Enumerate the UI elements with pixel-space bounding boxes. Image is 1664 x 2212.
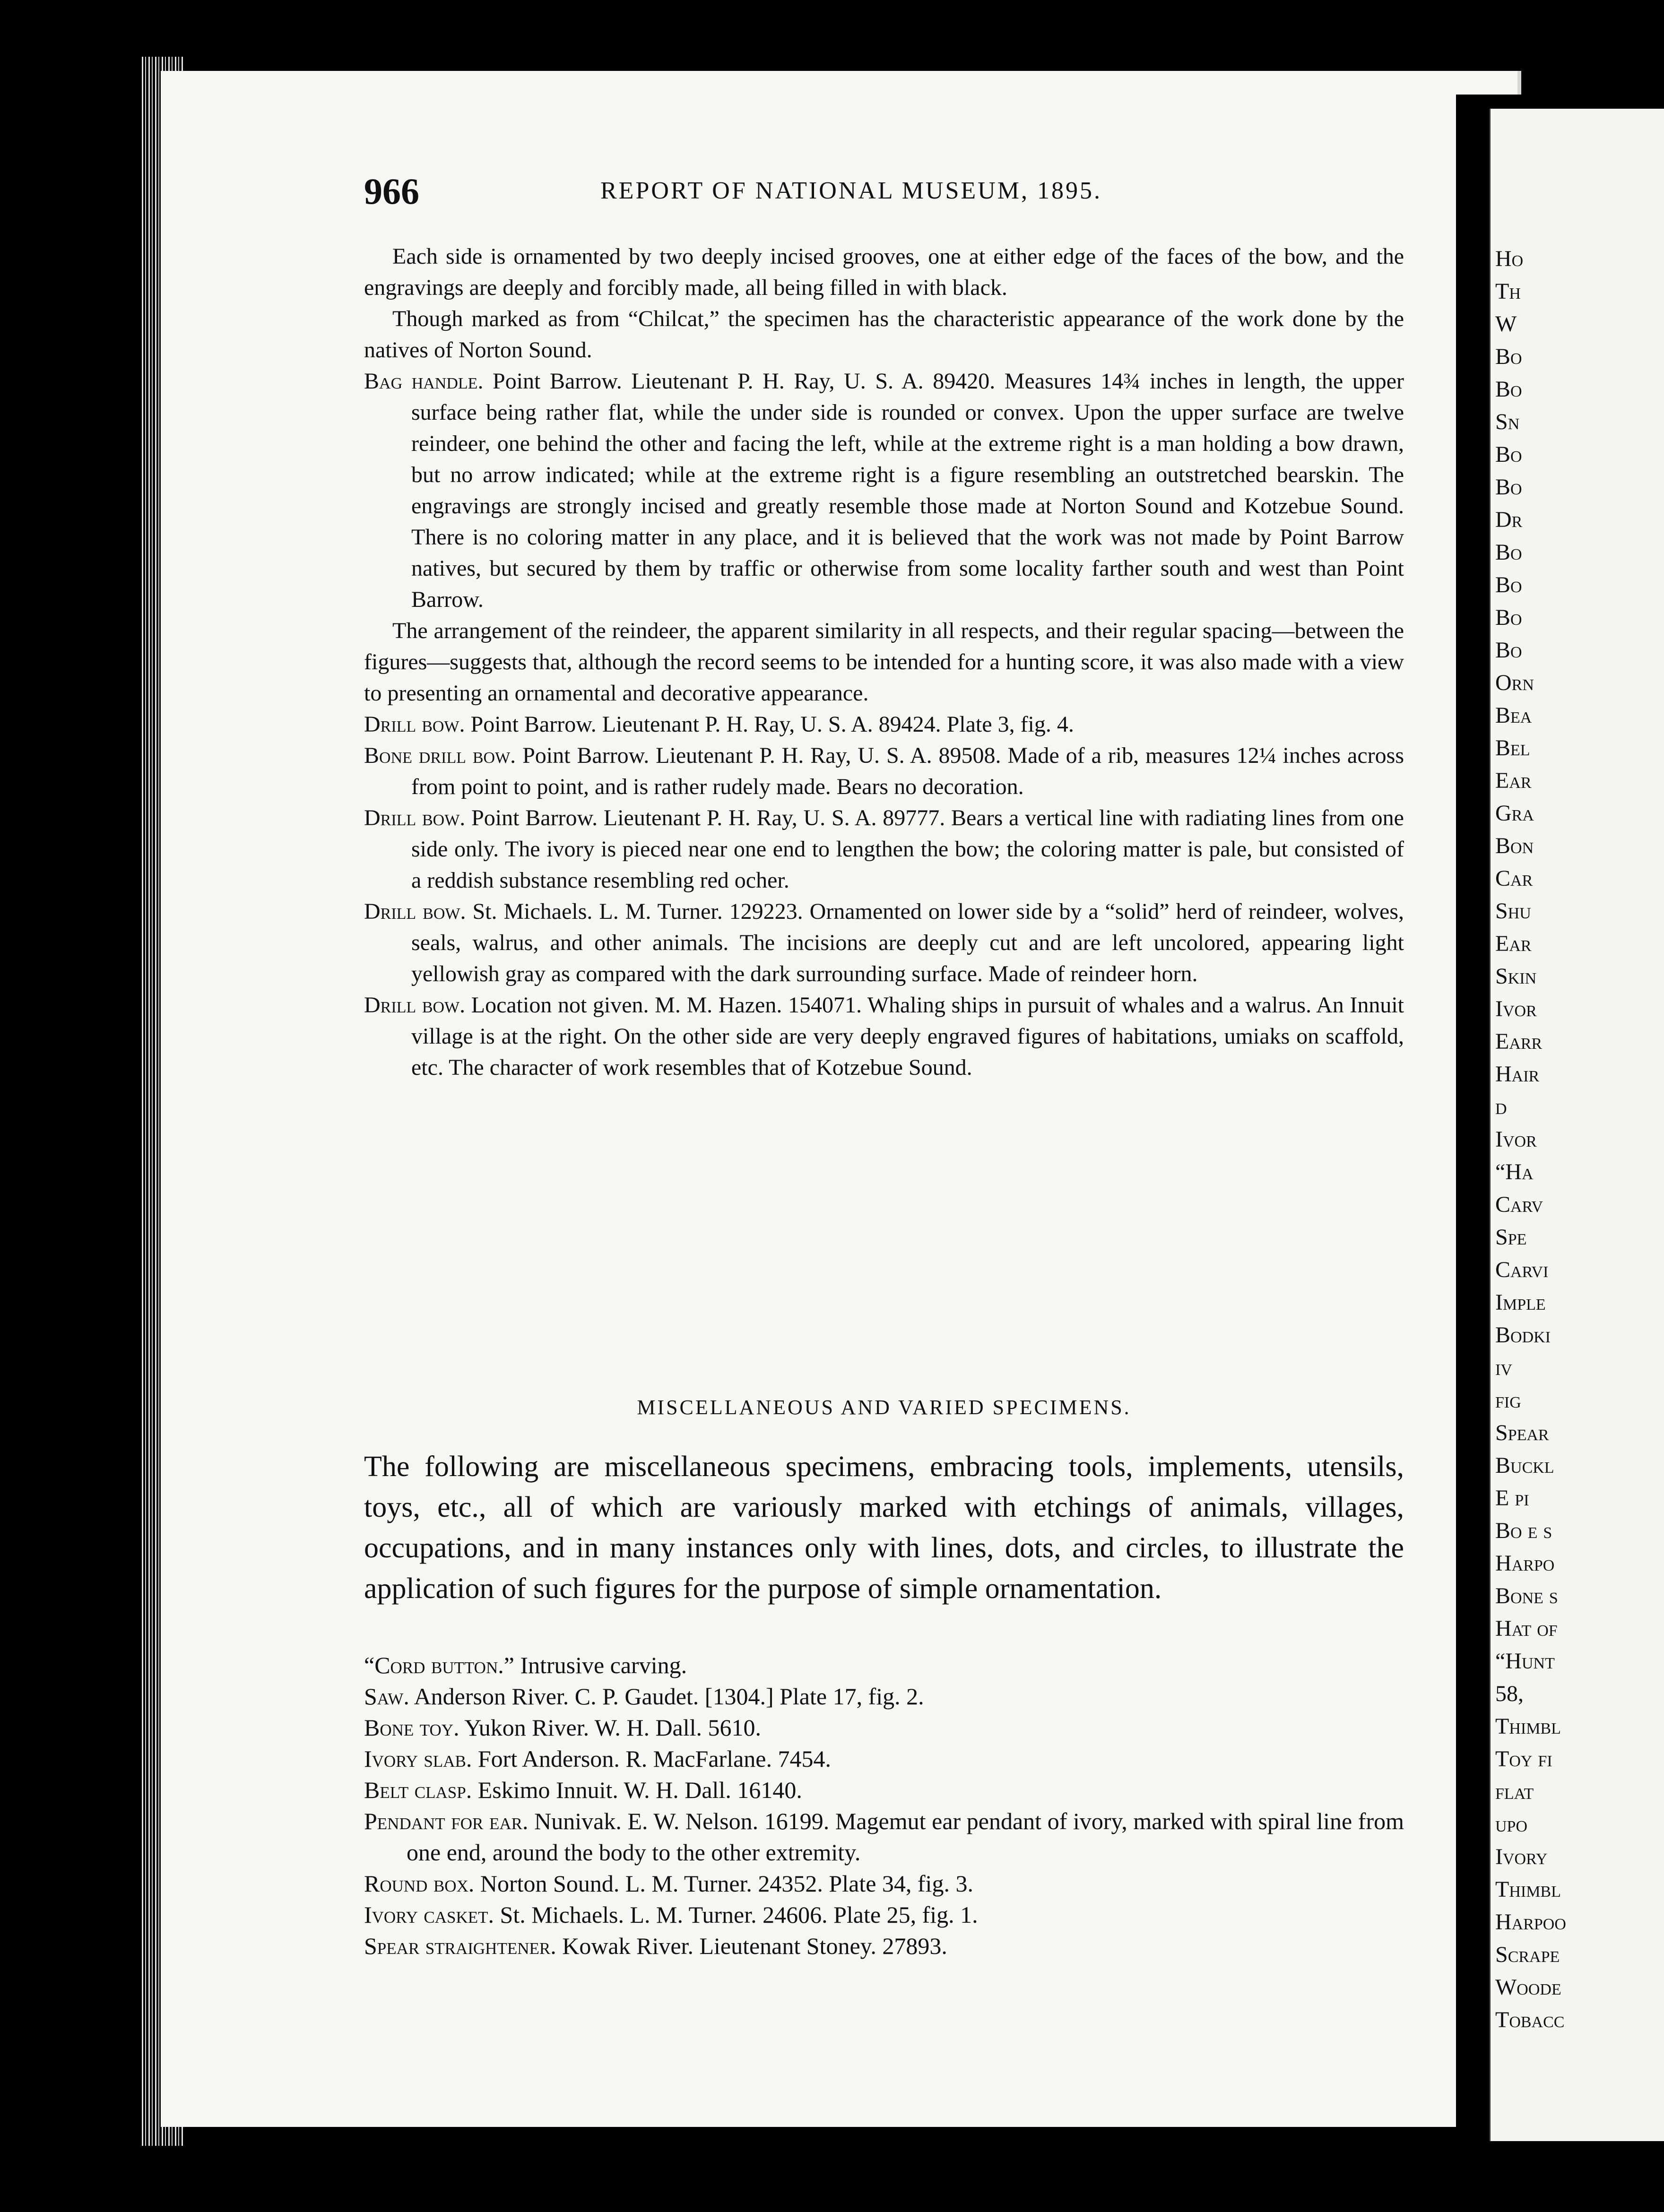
entry-head: Drill bow. <box>364 993 466 1018</box>
facing-page-fragment: Bo <box>1495 475 1522 500</box>
entry-head: Bag handle. <box>364 369 484 394</box>
facing-page-fragment: Bone s <box>1495 1583 1558 1608</box>
facing-page-fragment: d <box>1495 1094 1507 1119</box>
facing-page-fragment: Bea <box>1495 703 1532 728</box>
item-text: Anderson River. C. P. Gaudet. [1304.] Plate 17, fig. 2. <box>409 1683 924 1710</box>
facing-page-fragment: Harpoo <box>1495 1910 1566 1935</box>
entry-drill-bow <box>364 803 1404 896</box>
facing-page-fragment: Woode <box>1495 1975 1561 2000</box>
facing-page <box>1489 109 1664 2141</box>
facing-page-fragment: Spear <box>1495 1420 1549 1445</box>
facing-page-fragment: Car <box>1495 866 1533 891</box>
facing-page-fragment: E pi <box>1495 1486 1529 1511</box>
facing-page-fragment: Bo <box>1495 540 1522 565</box>
item-text: Norton Sound. L. M. Turner. 24352. Plate 34, fig. 3. <box>474 1870 973 1897</box>
item-head: Bone toy. <box>364 1714 459 1741</box>
item-text: Eskimo Innuit. W. H. Dall. 16140. <box>472 1777 802 1803</box>
facing-page-fragment: fig <box>1495 1388 1521 1413</box>
item-head: Belt clasp. <box>364 1777 472 1803</box>
page-number: 966 <box>364 171 419 212</box>
facing-page-fragment: Carv <box>1495 1192 1543 1217</box>
facing-page-fragment: Bo <box>1495 572 1522 597</box>
facing-page-fragment: Scrape <box>1495 1942 1560 1967</box>
facing-page-fragment: Hat of <box>1495 1616 1558 1641</box>
facing-page-fragment: Bo e s <box>1495 1518 1552 1543</box>
list-item <box>364 1712 1404 1743</box>
facing-page-fragment: Imple <box>1495 1290 1546 1315</box>
facing-page-fragment: W <box>1495 311 1517 337</box>
facing-page-fragment: iv <box>1495 1355 1512 1380</box>
entry-bag-handle <box>364 366 1404 615</box>
item-text: Intrusive carving. <box>514 1652 687 1678</box>
entry-text: Location not given. M. M. Hazen. 154071. Whaling ships in pursuit of whales and a walrus. An Innuit village is at the right. On the other side are very deeply engraved figures of habitations, umiaks on scaffold, etc. The character of work resembles that of Kotzebue Sound. <box>411 993 1404 1080</box>
facing-page-fragment: Bel <box>1495 735 1530 760</box>
facing-page-fragment: Ivor <box>1495 1127 1537 1152</box>
facing-page-fragment: Spe <box>1495 1225 1527 1250</box>
facing-page-fragment: Ear <box>1495 931 1532 956</box>
facing-page-fragment: Orn <box>1495 670 1534 695</box>
list-item <box>364 1806 1404 1868</box>
entry-drill-bow <box>364 990 1404 1083</box>
body-text <box>364 241 1404 1083</box>
facing-page-fragment: Harpo <box>1495 1551 1555 1576</box>
paragraph: Each side is ornamented by two deeply incised grooves, one at either edge of the faces of the bow, and the engravings are deeply and forcibly made, all being filled in with black. <box>364 244 1404 300</box>
entry-head: Drill bow. <box>364 899 466 924</box>
facing-page-fragment: Gra <box>1495 801 1534 826</box>
facing-page-fragment: Ivory <box>1495 1844 1548 1869</box>
entry-drill-bow <box>364 709 1404 740</box>
facing-page-fragment: Dr <box>1495 507 1523 532</box>
entry-head: Drill bow. <box>364 805 466 830</box>
entry-drill-bow <box>364 896 1404 990</box>
page-header <box>364 170 1423 212</box>
list-item <box>364 1899 1404 1930</box>
item-text: Fort Anderson. R. MacFarlane. 7454. <box>472 1745 831 1772</box>
item-text: Nunivak. E. W. Nelson. 16199. Magemut ear pendant of ivory, marked with spiral line from one end, around the body to the other extremity. <box>407 1808 1404 1866</box>
item-head: Round box. <box>364 1870 475 1897</box>
entry-bone-drill-bow <box>364 740 1404 803</box>
facing-page-fragment: Bo <box>1495 605 1522 630</box>
facing-page-fragment: Buckl <box>1495 1453 1554 1478</box>
facing-page-fragment: Bo <box>1495 442 1522 467</box>
facing-page-fragment: Thimbl <box>1495 1714 1561 1739</box>
facing-page-fragment: Bo <box>1495 344 1522 369</box>
item-head: Ivory casket. <box>364 1901 494 1928</box>
list-item <box>364 1650 1404 1681</box>
facing-page-fragment: Shu <box>1495 899 1531 924</box>
item-head: Ivory slab. <box>364 1745 472 1772</box>
entry-text: Point Barrow. Lieutenant P. H. Ray, U. S. A. 89508. Made of a rib, measures 12¼ inches across from point to point, and is rather rudely made. Bears no decoration. <box>411 743 1404 799</box>
facing-page-fragment: Th <box>1495 279 1521 304</box>
list-item <box>364 1930 1404 1961</box>
facing-page-fragment: Bo <box>1495 638 1522 663</box>
facing-page-fragment: Carvi <box>1495 1257 1549 1282</box>
paragraph: The arrangement of the reindeer, the apparent similarity in all respects, and their regular spacing—between the figures—suggests that, although the record seems to be intended for a hunting score, it was also made with a view to presenting an ornamental and decorative appearance. <box>364 618 1404 706</box>
item-text: Yukon River. W. H. Dall. 5610. <box>459 1714 762 1741</box>
specimen-list <box>364 1650 1404 1961</box>
facing-page-fragment: upo <box>1495 1812 1528 1837</box>
facing-page-fragment: Toy fi <box>1495 1746 1552 1771</box>
facing-page-fragment: Bon <box>1495 833 1534 858</box>
facing-page-fragment: Skin <box>1495 964 1537 989</box>
list-item <box>364 1743 1404 1774</box>
facing-page-fragment: Ivor <box>1495 996 1537 1021</box>
paragraph: Though marked as from “Chilcat,” the specimen has the characteristic appearance of the work done by the natives of Norton Sound. <box>364 306 1404 363</box>
section-intro: The following are miscellaneous specimens, embracing tools, implements, utensils, toys, etc., all of which are variously marked with etchings of animals, villages, occupations, and in many instances only with lines, dots, and circles, to illustrate the application of such figures for the purpose of simple ornamentation. <box>364 1451 1404 1605</box>
facing-page-fragment: “Hunt <box>1495 1649 1555 1674</box>
facing-page-fragment: Bo <box>1495 377 1522 402</box>
list-item <box>364 1681 1404 1712</box>
facing-page-fragment: Bodki <box>1495 1322 1551 1348</box>
list-item <box>364 1774 1404 1806</box>
facing-page-fragment: 58, <box>1495 1681 1524 1706</box>
facing-page-fragment: Hair <box>1495 1062 1540 1087</box>
facing-page-fragment: Earr <box>1495 1029 1543 1054</box>
entry-text: Point Barrow. Lieutenant P. H. Ray, U. S. A. 89777. Bears a vertical line with radiating lines from one side only. The ivory is pieced near one end to lengthen the bow; the coloring matter is pale, but consisted of a reddish substance resembling red ocher. <box>411 805 1404 893</box>
facing-page-fragment: “Ha <box>1495 1159 1534 1184</box>
item-head: “Cord button.” <box>364 1652 514 1678</box>
item-text: St. Michaels. L. M. Turner. 24606. Plate 25, fig. 1. <box>494 1901 978 1928</box>
entry-text: St. Michaels. L. M. Turner. 129223. Ornamented on lower side by a “solid” herd of reindeer, wolves, seals, walrus, and other animals. The incisions are deeply cut and are left uncolored, appearing light yellowish gray as compared with the dark surrounding surface. Made of reindeer horn. <box>411 899 1404 986</box>
entry-head: Drill bow. <box>364 712 465 737</box>
facing-page-fragment: Sn <box>1495 409 1520 434</box>
entry-head: Bone drill bow. <box>364 743 516 768</box>
facing-page-fragment: Ho <box>1495 246 1524 271</box>
entry-text: Point Barrow. Lieutenant P. H. Ray, U. S. A. 89424. Plate 3, fig. 4. <box>465 712 1074 737</box>
facing-page-fragment: Tobacc <box>1495 2007 1565 2032</box>
facing-page-fragment: Thimbl <box>1495 1877 1561 1902</box>
item-head: Spear straightener. <box>364 1933 556 1959</box>
item-text: Kowak River. Lieutenant Stoney. 27893. <box>556 1933 947 1959</box>
running-head: REPORT OF NATIONAL MUSEUM, 1895. <box>600 177 1102 204</box>
item-head: Pendant for ear. <box>364 1808 529 1834</box>
facing-page-fragment: flat <box>1495 1779 1534 1804</box>
entry-text: Point Barrow. Lieutenant P. H. Ray, U. S. A. 89420. Measures 14¾ inches in length, the upper surface being rather flat, while the under side is rounded or convex. Upon the upper surface are twelve reindeer, one behind the other and facing the left, while at the extreme right is a man holding a bow drawn, but no arrow indicated; while at the extreme right is a figure resembling an outstretched bearskin. The engravings are strongly incised and greatly resemble those made at Norton Sound and Kotzebue Sound. There is no coloring matter in any place, and it is believed that the work was not made by Point Barrow natives, but secured by them by traffic or otherwise from some locality farther south and west than Point Barrow. <box>411 369 1404 612</box>
facing-page-fragment: Ear <box>1495 768 1532 793</box>
list-item <box>364 1868 1404 1899</box>
item-head: Saw. <box>364 1683 409 1710</box>
section-title: MISCELLANEOUS AND VARIED SPECIMENS. <box>637 1396 1131 1419</box>
